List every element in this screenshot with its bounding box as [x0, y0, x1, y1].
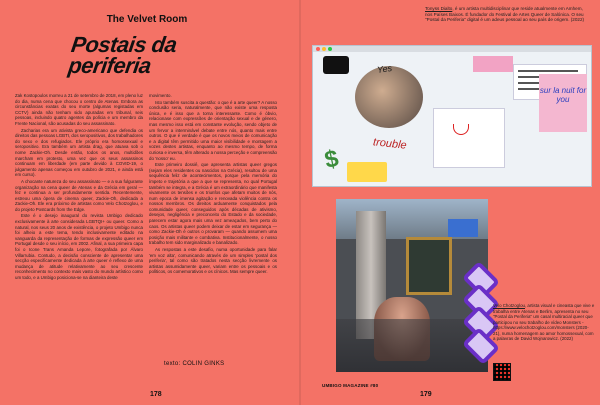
qr-code-icon	[493, 363, 511, 381]
paragraph: movimento.	[149, 93, 172, 98]
portrait-image	[355, 66, 423, 128]
artist-bio-top-text: , é um artista multidisciplinar que reside atualmente em Amhem, nos Países Baixos. É fundador do Festival de Artes Queer de Salónica. O seu "Postal da Periferia" digital é um adeus pessoal ao seu país de origem. (2022)	[425, 6, 585, 23]
artist-name-top: Tonyss Dialto	[425, 6, 453, 11]
magazine-issue: UMBIGO MAGAZINE #80	[322, 383, 379, 388]
blue-patch	[448, 219, 478, 237]
maximize-dot-icon	[328, 47, 332, 51]
artist-name-bottom: Velo Chotzoglou	[493, 303, 525, 308]
wavy-scribble: trouble	[372, 136, 408, 152]
dollar-sign-icon: $	[322, 144, 341, 175]
notes-window	[433, 108, 505, 168]
yellow-stamp	[347, 162, 387, 182]
title-line-2: periferia	[66, 53, 153, 78]
paragraph: Zacharias era um ativista greco-americano que defendia os direitos das pessoas LGBTI, dos seropositivos, dos trabalhadores do sexo e dos refugiados. Ele próprio era homossexual e seropositivo. Era também um artista drag, que atuava sob o nome Zackie-Oh. Desde então, todos os anos, multidões marcham em protesto, uma vez que os seus assassinos continuam em liberdade (em parte devido à COVID-19, o julgamento apenas começou em outubro de 2021, e ainda está em curso).	[15, 127, 143, 178]
body-column-right	[149, 93, 277, 276]
desktop-collage-artwork	[312, 45, 592, 187]
paragraph: A chocante natureza do seu assassinato — e a sua fulgurante organização na cena queer de Atenas e da Grécia em geral — fez e continua a ser profundamente sentida. Recentemente, estreou uma ópera de cinema queer, Zackie-Oh, dedicada a Zackie-Oh. Ele era próximo de artistas como Velo Chotzoglou, e do projeto Postcards from the Edge.	[15, 178, 143, 212]
body-column-left	[15, 93, 143, 282]
title-line-1: Postais da	[69, 32, 179, 57]
artist-bio-bottom	[493, 303, 595, 342]
paragraph: As respostas a este desafio, numa oportunidade para falar 'em voz alta', comunicando através de um simples 'postal dos periferia', tal como são tratados nesta secção livremente os artistas assumidamente queer, variam entre os pessoais e os políticos, os comemorativos e os cínicos. Mas sempre queer.	[149, 247, 277, 275]
paragraph: Zak Kostopoulos morreu a 21 de setembro de 2018, em pleno luz do dia, numa cena que chocou o centro de Atenas. Embora as circunstâncias exatas do seu morte (algumas registadas em CCTV) ainda não tenham sido apuradas em tribunal, seis pessoas, incluindo quatro agentes da polícia e um membro da Frente Nacional, são acusadas do seu assassinato.	[15, 93, 143, 126]
chain-links-graphic	[466, 268, 490, 360]
artist-bio-bottom-text: , artista visual e cineasta que vive e trabalha entre Atenas e Berlim, apresenta no seu "Postal da Periferia" um casal multiracial queer que participou no seu trabalho de vídeo Monsters - https://www.velochotzoglou.com/monsters (2020-21), numa homenagem ao amor homossexual, com a palavras de David Wojnarowicz. (2022)	[493, 303, 595, 341]
minimize-dot-icon	[322, 47, 326, 51]
section-heading: The Velvet Room	[106, 14, 188, 25]
artist-bio-top	[425, 6, 590, 23]
handwritten-text: sur la nuit for you	[539, 86, 587, 104]
page-number-right: 179	[420, 391, 432, 398]
framed-painting	[406, 237, 452, 295]
window-title-bar	[313, 46, 591, 52]
paragraph: Este primeiro dossiê, que apresenta artistas queer gregos (sejam eles residentes ou nascidos na Grécia), resultou de uma sequência feliz de acontecimentos, porque pela memória do ímpeto e trajetória a que a que se representa, no qual Portugal também se integra, e a Grécia é um extraordinário que manifesta vivamente os tensões e os triunfos que afetam muitos de nós, num epoca de imensa agitação e renovada violência contra os nossos membros. Os direitos arduamente conquistados pela comunidade queer, conseguidos após décadas de ativismo, desejos, negligência e preconceito do Estado e da sociedade, parecem estar agora mais uma vez ameaçados, bem perto do caos. Os artistas queer podem deixar de estar em segurança — como Zackie-Oh é outros o provaram — quando assumem uma posição mais militante e combativa. Institucionalmente, o nosso trabalho tem sido marginalizado e banalizado.	[149, 162, 277, 246]
page-gutter	[299, 0, 301, 405]
page-number-left: 178	[150, 391, 162, 398]
pink-block	[473, 56, 513, 72]
close-dot-icon	[316, 47, 320, 51]
paragraph: Isto também suscita a questão: o que é a arte queer? A nosso conclusão seria, naturalmente, que não existe uma resposta única, e é isso que a torna interessante. Como é óbvio, relacionase com expressões de orientação sexual e de género, mas mesmo isso está em constante evolução, sendo objeto de um fervor a interminável debate entre nós, quanto mais entre outros. O que é verdade é que os novos meios de comunicação e a digital têm permitido uma maior visibilidade e montagem a vozes destes artistas, enquanto ao mesmo tempo, de forma curiosa e inversa, têm alterado a nossa perceção e compreensão do 'nosso' eu.	[149, 99, 277, 161]
yes-scribble: Yes	[376, 63, 393, 75]
black-shape	[323, 56, 349, 74]
paragraph: Este é o desejo inaugural do revista Umbigo dedicado exclusivamente à arte considerada LGBTQI+ ou queer. Como a natural, nos seus 20 anos de existência, o projeto Umbigo nunca foi alheio a este tema, tendo inclusivamente editado na vanguarda da representação de formas de expressão queer em Portugal desde o seu início, em 2002. Afinal, a sua primeira capa foi o Icone Trans Amanda Lepore, fotografada por Álvaro Villarrubia. Contudo, a decisão consciente de apresentar uma secção especificamente dedicada à arte queer é reflexo de uma mudança de atitude relativamente ao seu crescente reconhecimento no contexto mais vasto do mundo artístico como um todo, e a Umbigo posiciona-se na dianteira deste	[15, 213, 143, 280]
text-credit: texto: COLIN GINKS	[164, 361, 225, 367]
article-title	[67, 34, 228, 76]
